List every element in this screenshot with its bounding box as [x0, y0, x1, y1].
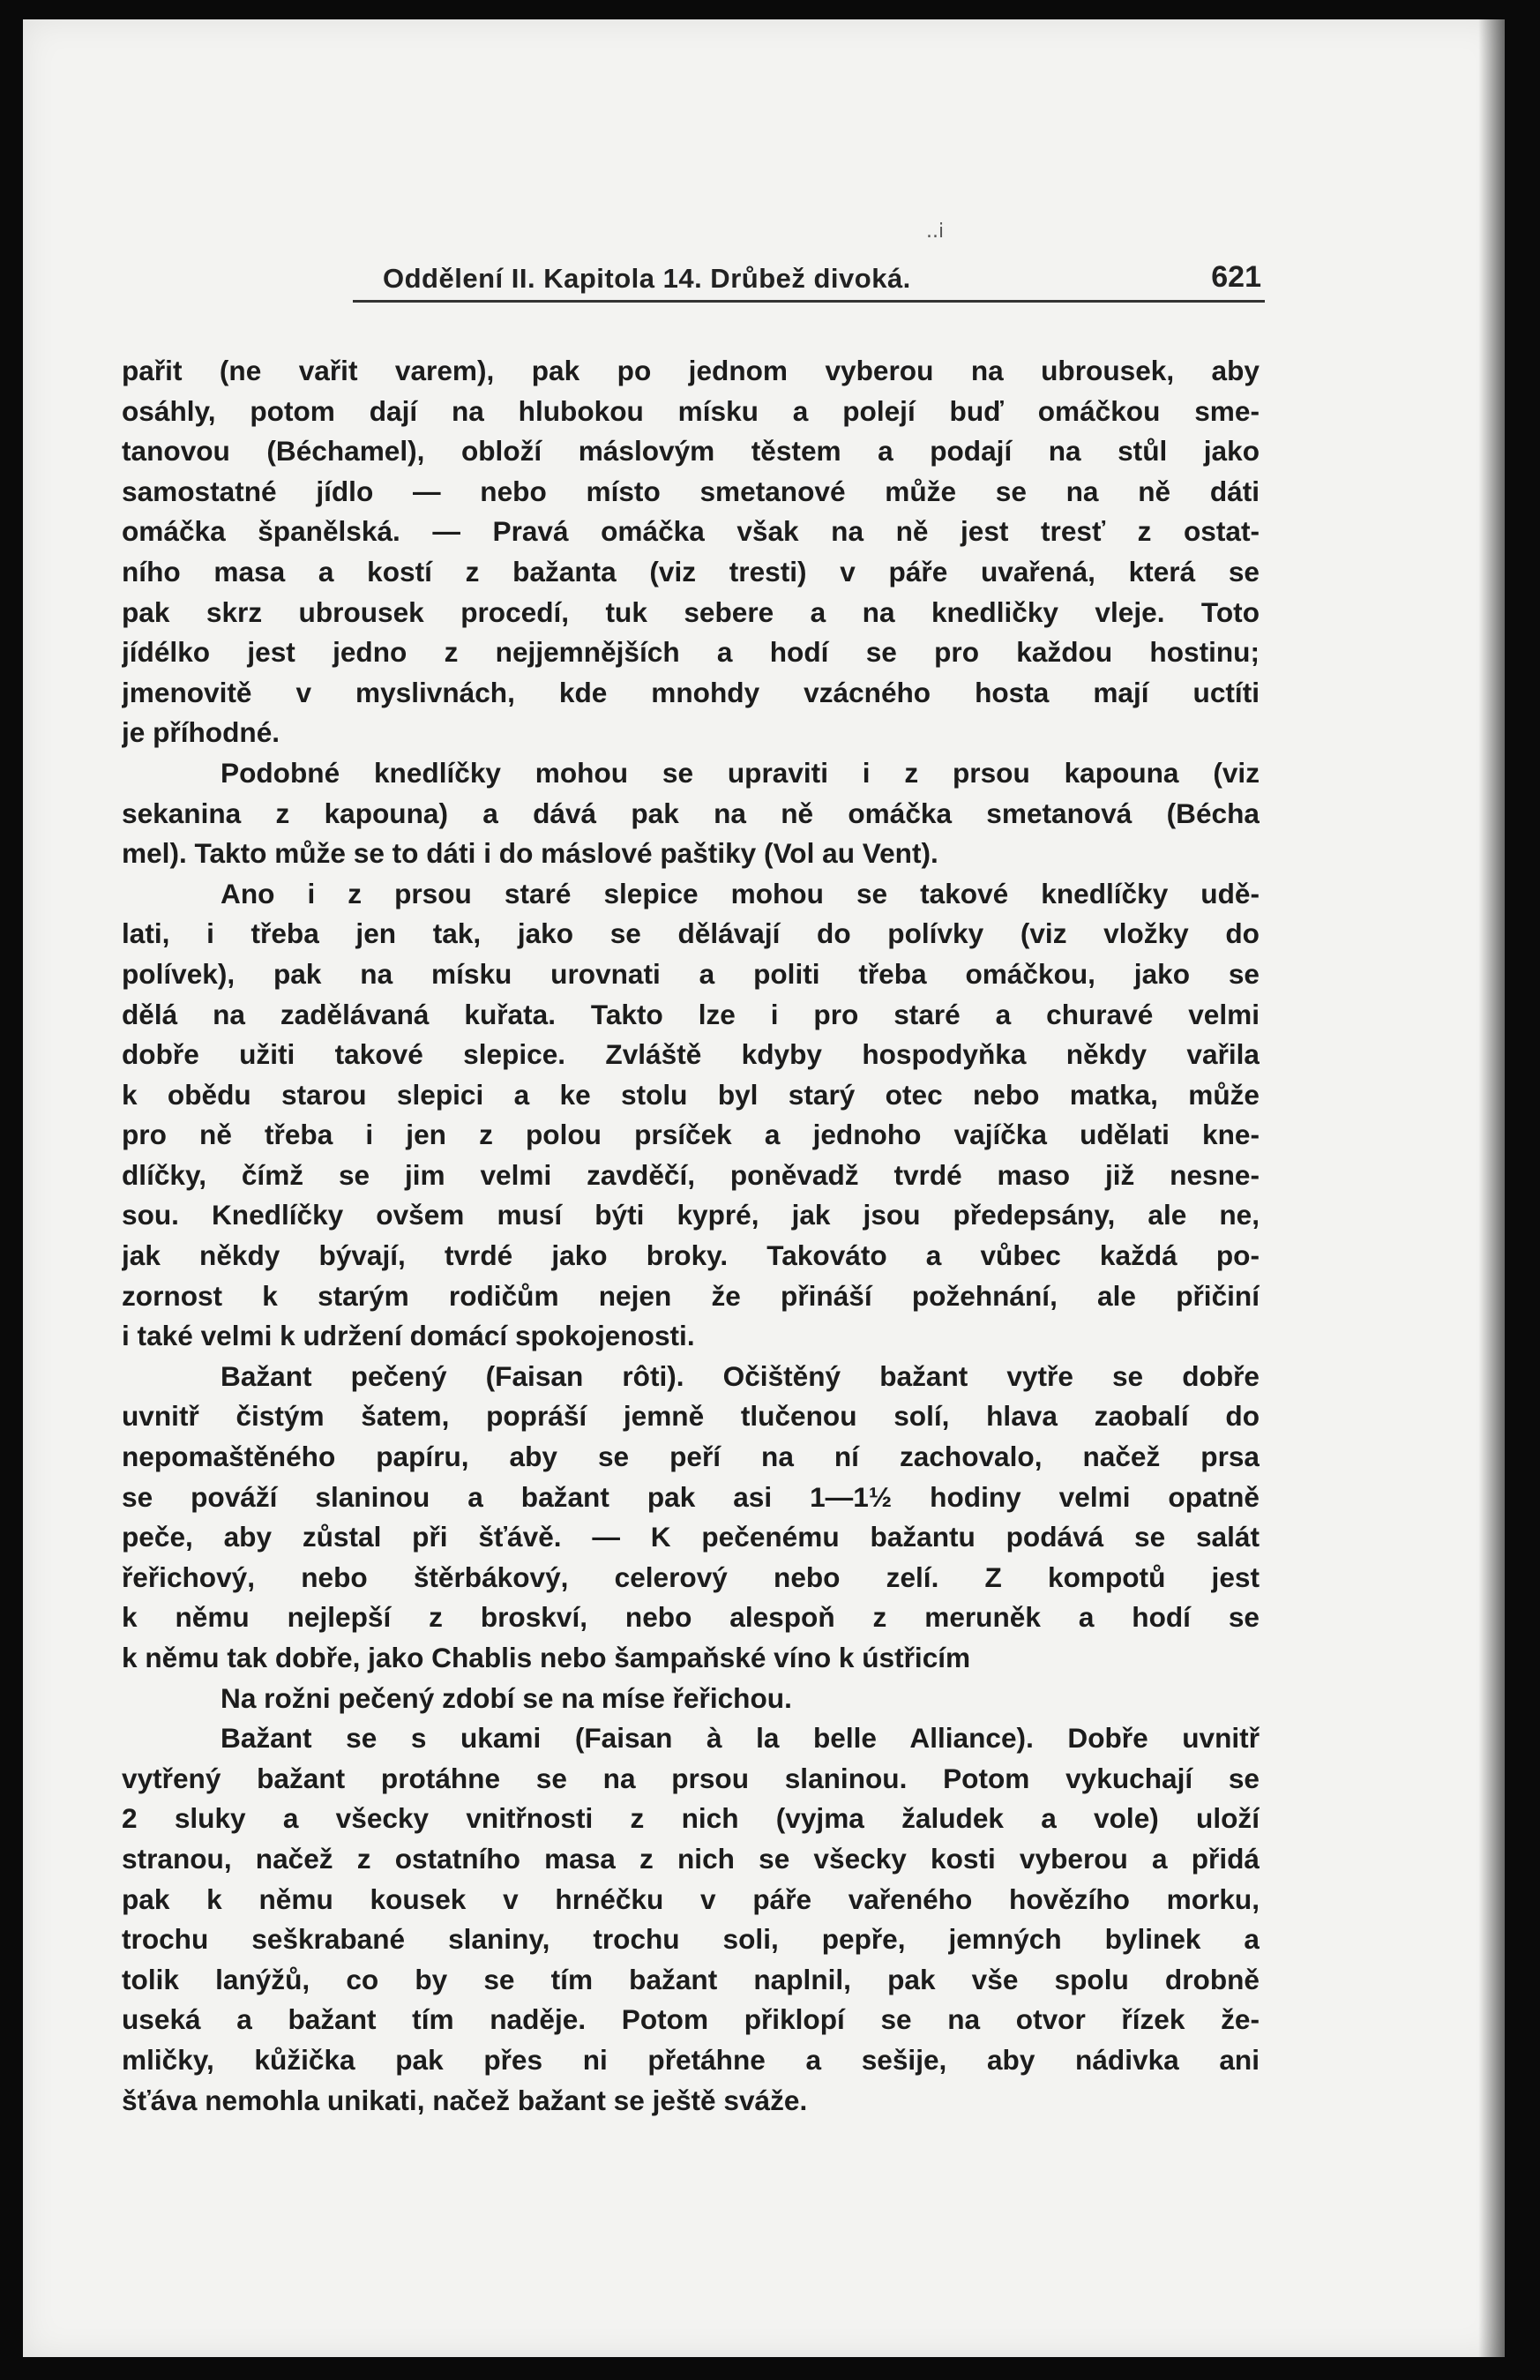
text-line: nepomaštěného papíru, aby se peří na ní zachovalo, načež prsa: [122, 1441, 1260, 1473]
text-line: ního masa a kostí z bažanta (viz tresti) v páře uvařená, která se: [122, 555, 1260, 588]
text-line: jmenovitě v myslivnách, kde mnohdy vzácného hosta mají uctíti: [122, 676, 1260, 708]
text-line: mel). Takto může se to dáti i do máslové paštiky (Vol au Vent).: [122, 837, 938, 870]
paragraph-p2: [122, 753, 1260, 874]
page-edge-shadow: [1478, 19, 1505, 2357]
text-line: 2 sluky a všecky vnitřnosti z nich (vyjma žaludek a vole) uloží: [122, 1802, 1260, 1835]
text-line: jídélko jest jedno z nejjemnějších a hodí se pro každou hostinu;: [122, 636, 1260, 669]
text-line: stranou, načež z ostatního masa z nich se všecky kosti vyberou a přidá: [122, 1842, 1260, 1875]
text-line: Bažant pečený (Faisan rôti). Očištěný bažant vytře se dobře: [221, 1359, 1260, 1392]
text-line: i také velmi k udržení domácí spokojenosti.: [122, 1320, 695, 1352]
text-line: useká a bažant tím nadějе. Potom přiklopí se na otvor řízek že-: [122, 2003, 1260, 2036]
ink-speck: ..i: [926, 221, 945, 243]
text-line: pro ně třeba i jen z polou prsíček a jednoho vajíčka udělati kne-: [122, 1119, 1260, 1151]
text-line: k němu nejlepší z broskví, nebo alespoň z meruněk a hodí se: [122, 1601, 1260, 1634]
text-line: jak někdy bývají, tvrdé jako broky. Takováto a vůbec každá po-: [122, 1239, 1260, 1272]
text-line: se pováží slaninou a bažant pak asi 1—1½ hodiny velmi opatně: [122, 1480, 1260, 1513]
page-number: 621: [1211, 260, 1261, 294]
text-line: lati, i třeba jen tak, jako se dělávají do polívky (viz vložky do: [122, 917, 1260, 950]
paragraph-p5: [122, 1679, 1260, 1719]
text-line: dobře užiti takové slepice. Zvláště kdyby hospodyňka někdy vařila: [122, 1038, 1260, 1071]
text-line: je příhodné.: [122, 716, 280, 749]
text-line: řeřichový, nebo štěrbákový, celerový nebo zelí. Z kompotů jest: [122, 1560, 1260, 1593]
text-line: peče, aby zůstal při šťávě. — K pečenému bažantu podává se salát: [122, 1521, 1260, 1553]
text-line: Bažant se s ukami (Faisan à la belle Alliance). Dobře uvnitř: [221, 1722, 1260, 1755]
text-line: uvnitř čistým šatem, popráší jemně tlučenou solí, hlava zaobalí do: [122, 1400, 1260, 1433]
text-line: samostatné jídlo — nebo místo smetanové může se na ně dáti: [122, 475, 1260, 507]
text-line: sekanina z kapouna) a dává pak na ně omáčka smetanová (Bécha: [122, 797, 1260, 829]
running-title: Oddělení II. Kapitola 14. Drůbež divoká.: [383, 263, 911, 294]
text-line: pak k němu kousek v hrnéčku v páře vařeného hovězího morku,: [122, 1882, 1260, 1915]
text-line: sou. Knedlíčky ovšem musí býti kypré, jak jsou předepsány, ale ne,: [122, 1199, 1260, 1231]
text-line: šťáva nemohla unikati, načež bažant se ještě sváže.: [122, 2084, 808, 2116]
text-line: dělá na zadělávaná kuřata. Takto lze i pro staré a churavé velmi: [122, 998, 1260, 1030]
paragraph-p6: [122, 1718, 1260, 2121]
text-line: pak skrz ubrousek procedí, tuk sebere a na knedličky vleje. Toto: [122, 595, 1260, 628]
body-text: [122, 351, 1260, 2121]
text-line: dlíčky, čímž se jim velmi zavděčí, poněvadž tvrdé maso již nesne-: [122, 1158, 1260, 1191]
running-header: [353, 256, 1265, 303]
paragraph-p4: [122, 1357, 1260, 1679]
text-line: trochu seškrabané slaniny, trochu soli, pepře, jemných bylinek a: [122, 1923, 1260, 1956]
text-line: omáčka španělská. — Pravá omáčka však na ně jest tresť z ostat-: [122, 515, 1260, 548]
text-line: k obědu starou slepici a ke stolu byl starý otec nebo matka, může: [122, 1078, 1260, 1111]
text-line: tanovou (Béchamel), obloží máslovým těstem a podají na stůl jako: [122, 435, 1260, 468]
text-line: zornost k starým rodičům nejen že přináší požehnání, ale přičiní: [122, 1279, 1260, 1312]
text-line: polívek), pak na mísku urovnati a politi třeba omáčkou, jako se: [122, 957, 1260, 990]
paragraph-p1: [122, 351, 1260, 753]
text-line: vytřený bažant protáhne se na prsou slaninou. Potom vykuchají se: [122, 1762, 1260, 1794]
text-line: tolik lanýžů, co by se tím bažant naplnil, pak vše spolu drobně: [122, 1963, 1260, 1995]
text-line: osáhly, potom dají na hlubokou mísku a polejí buď omáčkou sme-: [122, 394, 1260, 427]
text-line: pařit (ne vařit varem), pak po jednom vyberou na ubrousek, aby: [122, 355, 1260, 386]
text-line: k němu tak dobře, jako Chablis nebo šampaňské víno k ústřicím: [122, 1642, 971, 1673]
text-line: mličky, kůžička pak přes ni přetáhne a sešije, aby nádivka ani: [122, 2043, 1260, 2076]
text-line: Na rožni pečený zdobí se na míse řeřichou.: [221, 1681, 792, 1714]
text-line: Ano i z prsou staré slepice mohou se takové knedlíčky udě-: [221, 877, 1260, 909]
paragraph-p3: [122, 874, 1260, 1357]
text-line: Podobné knedlíčky mohou se upraviti i z prsou kapouna (viz: [221, 756, 1260, 789]
